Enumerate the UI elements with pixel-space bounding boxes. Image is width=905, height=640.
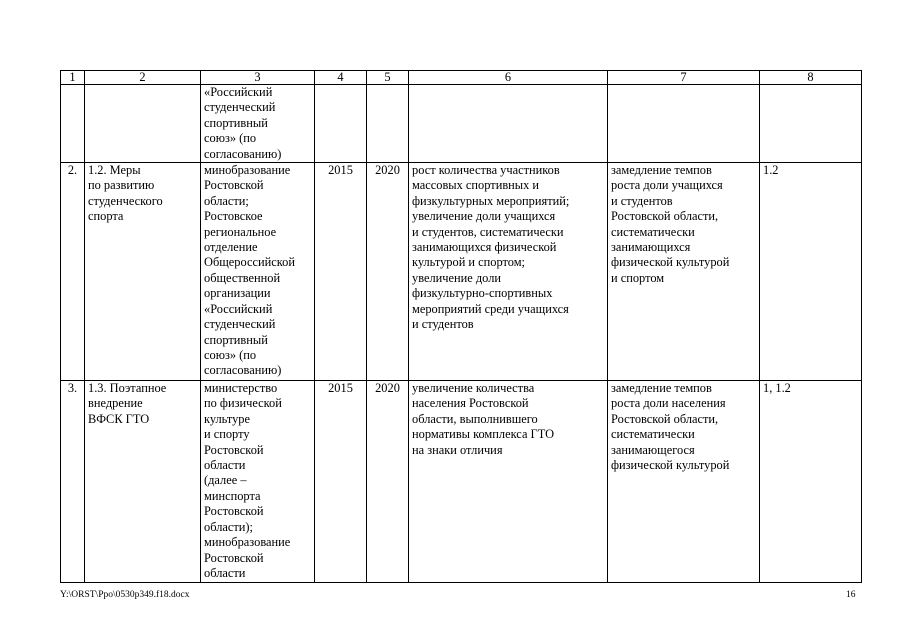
footer-file-path: Y:\ORST\Ppo\0530p349.f18.docx <box>60 590 190 600</box>
column-header: 7 <box>608 71 760 85</box>
measure-cell: 1.2. Меры по развитию студенческого спорта <box>85 163 201 381</box>
column-header: 2 <box>85 71 201 85</box>
row-number-cell: 2. <box>61 163 85 381</box>
executor-cell: минобразование Ростовской области; Ростовское региональное отделение Общероссийской общественной организации «Российский студенческий спортивный союз» (по согласованию) <box>201 163 315 381</box>
row-number-cell: 3. <box>61 381 85 583</box>
consequence-cell <box>608 85 760 163</box>
table-header-row <box>61 71 862 85</box>
link-cell: 1, 1.2 <box>760 381 862 583</box>
executor-cell: «Российский студенческий спортивный союз» (по согласованию) <box>201 85 315 163</box>
end-year-cell: 2020 <box>367 163 409 381</box>
link-cell <box>760 85 862 163</box>
measure-cell <box>85 85 201 163</box>
start-year-cell: 2015 <box>315 163 367 381</box>
consequence-cell: замедление темпов роста доли населения Ростовской области, систематически занимающегося физической культурой <box>608 381 760 583</box>
row-number-cell <box>61 85 85 163</box>
measure-cell: 1.3. Поэтапное внедрение ВФСК ГТО <box>85 381 201 583</box>
consequence-cell: замедление темпов роста доли учащихся и студентов Ростовской области, систематически занимающихся физической культурой и спортом <box>608 163 760 381</box>
column-header: 3 <box>201 71 315 85</box>
expected-result-cell: увеличение количества населения Ростовской области, выполнившего нормативы комплекса ГТО на знаки отличия <box>409 381 608 583</box>
column-header: 4 <box>315 71 367 85</box>
column-header: 8 <box>760 71 862 85</box>
expected-result-cell: рост количества участников массовых спортивных и физкультурных мероприятий; увеличение доли учащихся и студентов, систематически занимающихся физической культурой и спортом; увеличение доли физкультурно-спортивных мероприятий среди учащихся и студентов <box>409 163 608 381</box>
expected-result-cell <box>409 85 608 163</box>
end-year-cell <box>367 85 409 163</box>
table-row <box>61 381 862 583</box>
program-measures-table <box>60 70 862 583</box>
column-header: 5 <box>367 71 409 85</box>
executor-cell: министерство по физической культуре и спорту Ростовской области (далее – минспорта Ростовской области); минобразование Ростовской области <box>201 381 315 583</box>
start-year-cell <box>315 85 367 163</box>
start-year-cell: 2015 <box>315 381 367 583</box>
table-row <box>61 85 862 163</box>
column-header: 6 <box>409 71 608 85</box>
column-header: 1 <box>61 71 85 85</box>
table-row <box>61 163 862 381</box>
link-cell: 1.2 <box>760 163 862 381</box>
page-number: 16 <box>846 590 856 600</box>
end-year-cell: 2020 <box>367 381 409 583</box>
